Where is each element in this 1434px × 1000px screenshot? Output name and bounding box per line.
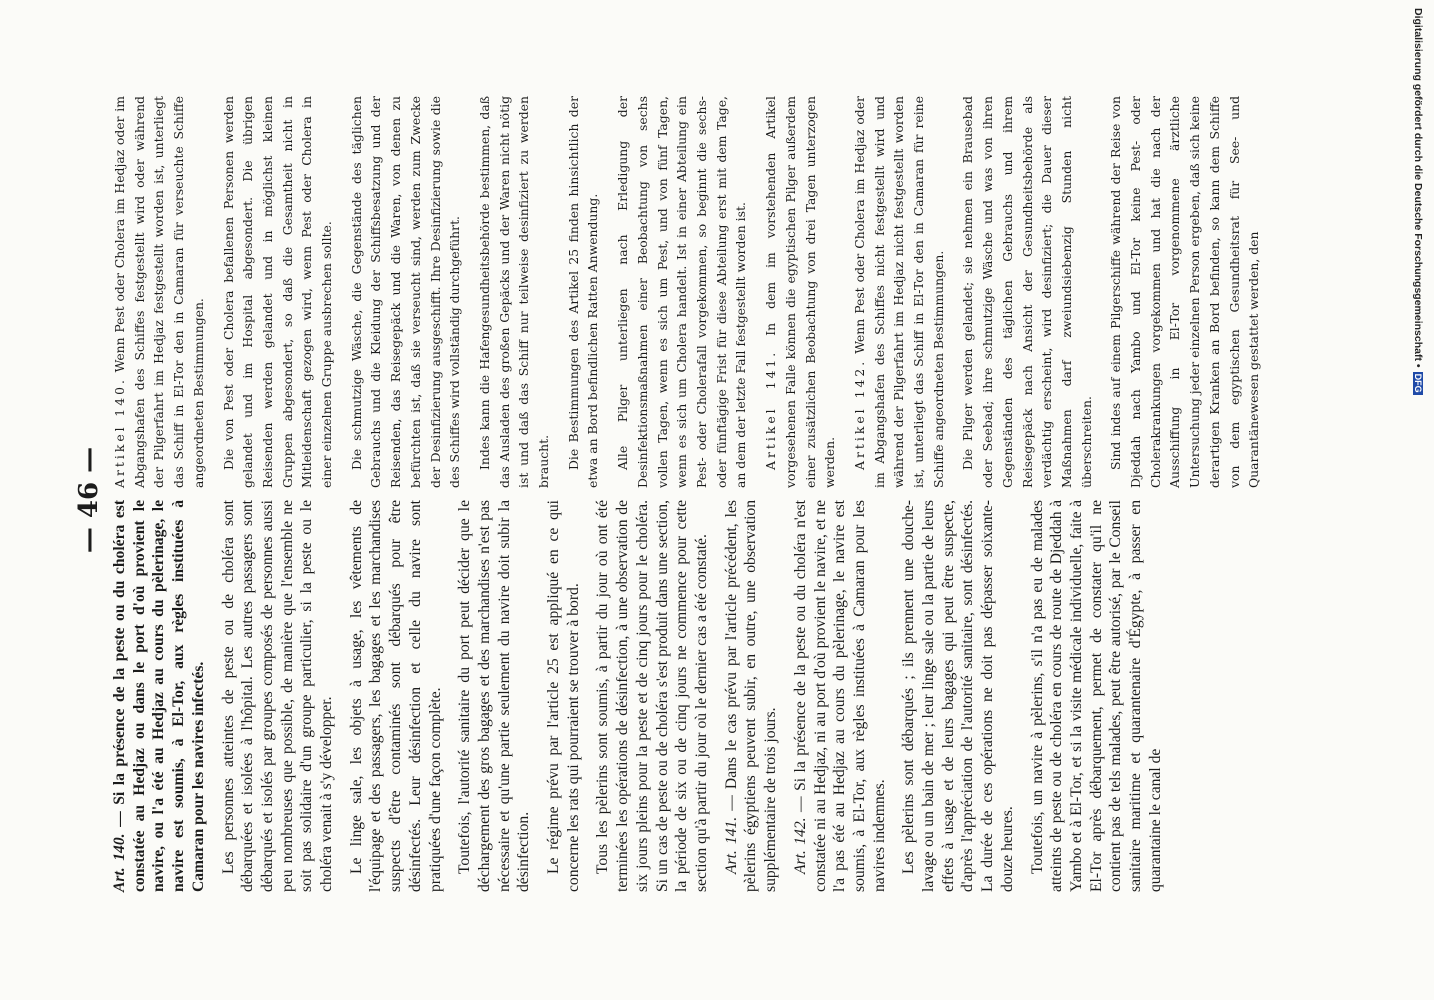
paragraph: Les personnes atteintes de peste ou de choléra sont débarquées et isolées à l'hôpital. Les autres passagers sont débarqués et isolés par groupes composés de personnes aussi peu nombreuses que possible, de manière que l'ensemble ne soit pas solidaire d'un groupe particulier, si la peste ou le choléra venait à s'y développer.: [219, 500, 336, 892]
paragraph: Die schmutzige Wäsche, die Gegenstände des täglichen Gebrauchs und die Kleidung der Schiffsbesatzung und der Reisenden, das Reisegepäck und die Waren, von denen zu befürchten ist, daß sie verseucht sind, werden zum Zwecke der Desinfizierung ausgeschifft. Ihre Desinfizierung sowie die des Schiffes wird vollständig durchgeführt.: [348, 96, 463, 488]
page-number: — 46 —: [74, 446, 104, 554]
paragraph: Sind indes auf einem Pilgerschiffe während der Reise von Djeddah nach Yambo und El-Tor keine Pest- oder Cholerakrankungen vorgekommen und hat die nach der Ausschiffung in El-Tor vorgenommene ärztliche Untersuchung jeder einzelnen Person ergeben, daß sich keine derartigen Kranken an Bord befinden, so kann dem Schiffe von dem egyptischen Gesundheitsrat für See- und Quarantänewesen gestattet werden, den: [1108, 96, 1262, 488]
article-142-de: [850, 96, 949, 488]
german-column: [110, 96, 1274, 488]
article-heading: Artikel 142.: [851, 358, 867, 470]
paragraph: Alle Pilger unterliegen nach Erledigung der Desinfektionsmaßnahmen einer Beobachtung von sechs vollen Tagen, wenn es sich um Pest, und von fünf Tagen, wenn es sich um Cholera handelt. Ist in einer Abteilung ein Pest- oder Cholerafall vorgekommen, so beginnt die sechs- oder fünftägige Frist für diese Abteilung erst mit dem Tage, an dem der letzte Fall festgestellt worden ist.: [615, 96, 749, 488]
article-heading: Artikel 141.: [763, 349, 779, 470]
paragraph: Indes kann die Hafengesundheitsbehörde bestimmen, daß das Ausladen des großen Gepäcks und der Waren nicht nötig ist und daß das Schiff nur teilweise desinfiziert zu werden braucht.: [476, 96, 552, 488]
article-heading: Artikel 140.: [112, 377, 127, 488]
article-text: Wenn Pest oder Cholera im Hedjaz oder im Abgangshafen des Schiffes nicht festgestellt wird und während der Pilgerfahrt im Hedjaz nicht festgestellt worden ist, unterliegt das Schiff in El-Tor den in Camaran für reine Schiffe angeordneten Bestimmungen.: [851, 96, 946, 488]
article-heading: Art. 140.: [111, 833, 128, 892]
article-140-de: [110, 96, 209, 488]
article-heading: Art. 141.: [722, 816, 740, 874]
article-text: — Si la présence de la peste ou du choléra n'est constatée ni au Hedjaz, ni au port d'où provient le navire, et ne l'a pas été au Hedjaz au cours du pèlerinage, le navire est soumis, à El-Tor, aux règles instituées à Camaran pour les navires indemnes.: [791, 499, 888, 892]
french-column: [110, 500, 1175, 892]
paragraph: Toutefois, un navire à pèlerins, s'il n'a pas eu de malades atteints de peste ou de choléra en cours de route de Djeddah à Yambo et à El-Tor, et si la visite médicale individuelle, faite à El-Tor après débarquement, permet de constater qu'il ne contient pas de tels malades, peut être autorisé, par le Conseil sanitaire maritime et quarantenaire d'Égypte, à passer en quarantaine le canal de: [1028, 500, 1164, 892]
dfg-logo: DFG: [1413, 373, 1423, 393]
paragraph: Le linge sale, les objets à usage, les vêtements de l'équipage et des passagers, les bagages et les marchandises suspects d'être contaminés sont débarqués pour être désinfectés. Leur désinfection et celle du navire sont pratiquées d'une façon complète.: [347, 500, 444, 892]
paragraph: Le régime prévu par l'article 25 est appliqué en ce qui concerne les rats qui pourraient se trouver à bord.: [545, 500, 582, 892]
paragraph: Tous les pèlerins sont soumis, à partir du jour où ont été terminées les opérations de désinfection, à une observation de six jours pleins pour la peste et de cinq jours pour le choléra. Si un cas de peste ou de choléra s'est produit dans une section, la période de six ou de cinq jours ne commence pour cette section qu'à partir du jour où le dernier cas a été constaté.: [594, 500, 710, 892]
paragraph: Les pèlerins sont débarqués ; ils prennent une douche-lavage ou un bain de mer ; leur linge sale ou la partie de leurs effets à usage et de leurs bagages qui peut être suspecte, d'après l'appréciation de l'autorité sanitaire, sont désinfectés. La durée de ces opérations ne doit pas dépasser soixante-douze heures.: [900, 500, 1016, 892]
paragraph: Die von Pest oder Cholera befallenen Personen werden gelandet und im Hospital abgesondert. Die übrigen Reisenden werden gelandet und in möglichst kleinen Gruppen abgesondert, so daß die Gesamtheit nicht in Mitleidenschaft gezogen wird, wenn Pest oder Cholera in einer einzelnen Gruppe ausbrechen sollte.: [220, 96, 335, 488]
paragraph: Die Pilger werden gelandet; sie nehmen ein Brausebad oder Seebad; ihre schmutzige Wäsche und was von ihren Gegenständen des täglichen Gebrauchs und ihrem Reisegepäck nach Ansicht der Gesundheitsbehörde als verdächtig erscheint, wird desinfiziert; die Dauer dieser Maßnahmen darf zweiundsiebenzig Stunden nicht überschreiten.: [960, 96, 1094, 488]
article-lead: — Si la présence de la peste ou du choléra est constatée au Hedjaz ou dans le port d'où provient le navire, ou l'a été au Hedjaz au cours du pèlerinage, le navire est soumis, à El-Tor, aux règles instituées à Camaran pour les navires infectés.: [111, 499, 207, 892]
article-141-fr: [722, 500, 781, 892]
paragraph: Die Bestimmungen des Artikel 25 finden hinsichtlich der etwa an Bord befindlichen Ratten Anwendung.: [565, 96, 601, 488]
article-heading: Art. 142.: [791, 817, 809, 874]
article-142-fr: [791, 500, 890, 892]
article-text: — Dans le cas prévu par l'article précédent, les pèlerins égyptiens peuvent subir, en outre, une observation supplémentaire de trois jours.: [722, 500, 780, 892]
article-141-de: [761, 96, 840, 488]
article-140-fr: [110, 500, 209, 892]
paragraph: Toutefois, l'autorité sanitaire du port peut décider que le déchargement des gros bagages et des marchandises n'est pas nécessaire et qu'une partie seulement du navire doit subir la désinfection.: [456, 500, 533, 892]
digitization-note: [1410, 8, 1430, 393]
article-lead: Wenn Pest oder Cholera im Hedjaz oder im Abgangshafen des Schiffes festgestellt wird oder während der Pilgerfahrt im Hedjaz festgestellt worden ist, unterliegt das Schiff in El-Tor den in Camaran für verseuchte Schiffe angeordneten Bestimmungen.: [112, 96, 206, 488]
funding-text: Digitalisierung gefördert durch die Deutsche Forschungsgemeinschaft •: [1412, 8, 1424, 368]
article-text: In dem im vorstehenden Artikel vorgesehenen Falle können die egyptischen Pilger außerdem einer zusätzlichen Beobachtung von drei Tagen unterzogen werden.: [763, 96, 838, 488]
